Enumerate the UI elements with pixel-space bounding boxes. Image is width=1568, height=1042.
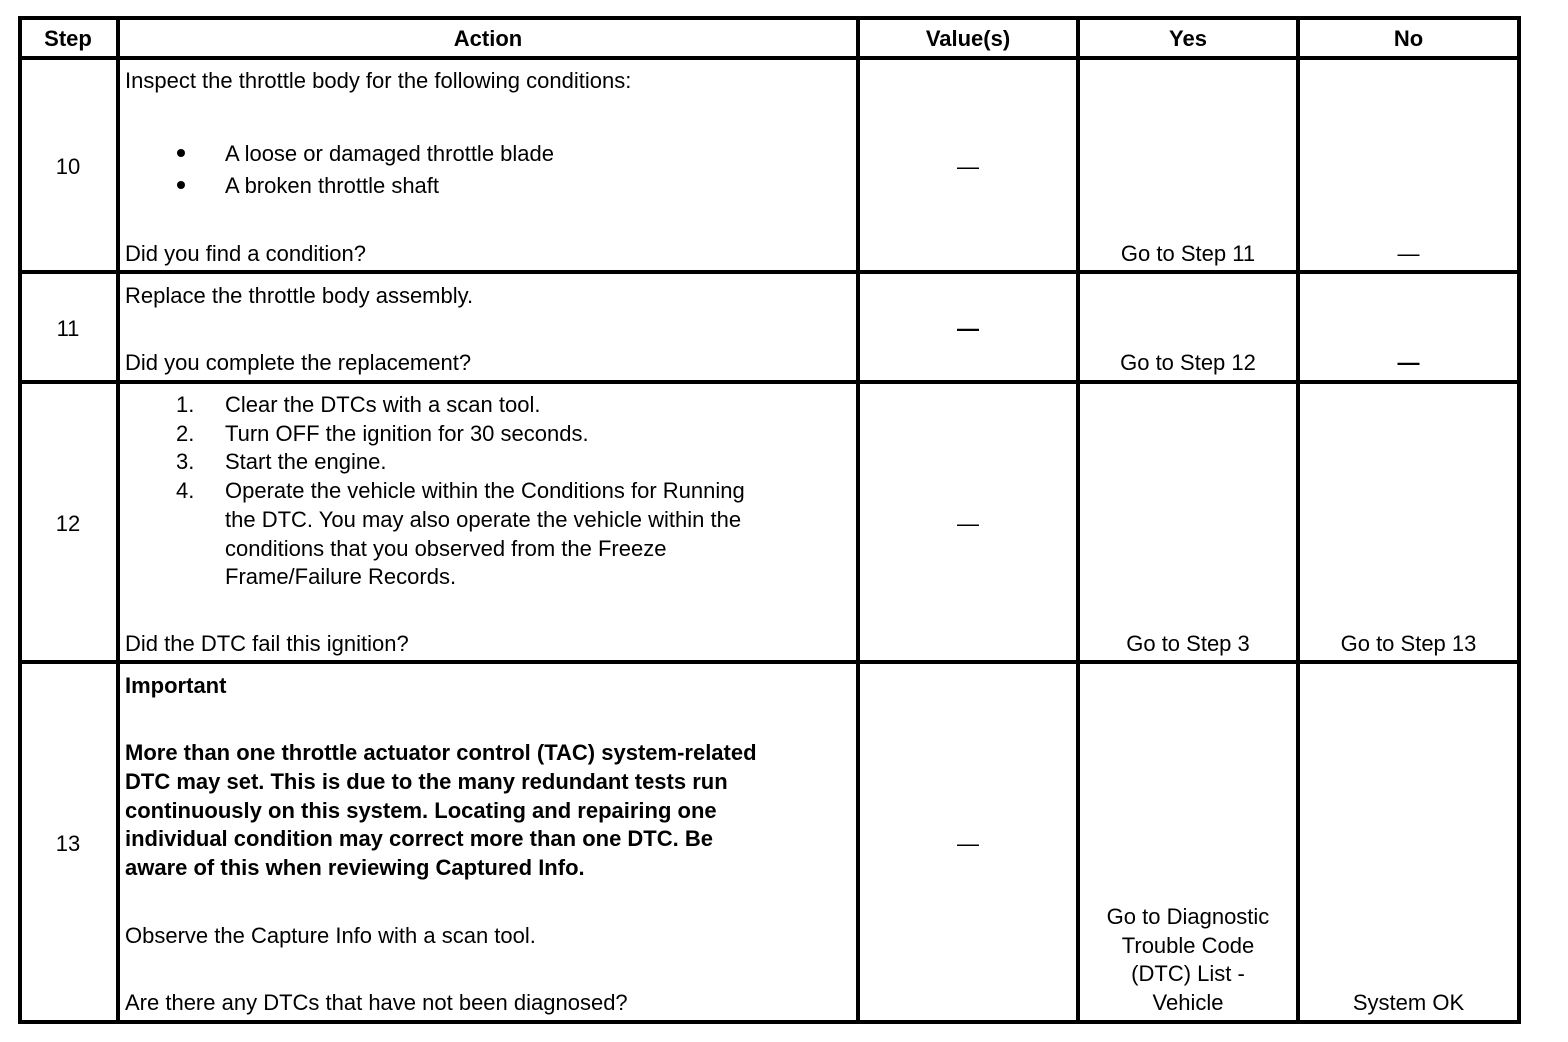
important-text: More than one throttle actuator control (TAC) system-related <box>125 740 757 765</box>
header-yes: Yes <box>1169 26 1207 51</box>
list-number: 4. <box>176 478 195 503</box>
action-question: Are there any DTCs that have not been diagnosed? <box>125 990 628 1015</box>
yes-cell: Go to Step 3 <box>1126 631 1250 656</box>
action-question: Did you complete the replacement? <box>125 350 472 375</box>
header-values: Value(s) <box>925 26 1011 51</box>
yes-cell: Vehicle <box>1152 990 1224 1015</box>
no-cell: — <box>1397 241 1420 266</box>
list-number: 2. <box>176 421 195 446</box>
list-item: Frame/Failure Records. <box>225 564 457 589</box>
step-number: 10 <box>55 154 81 179</box>
action-question: Did the DTC fail this ignition? <box>125 631 409 656</box>
list-item: Clear the DTCs with a scan tool. <box>225 392 541 417</box>
no-cell: — <box>1397 350 1420 375</box>
list-item: Start the engine. <box>225 449 387 474</box>
list-item: Operate the vehicle within the Conditions for Running <box>225 478 745 503</box>
yes-cell: Go to Step 11 <box>1120 241 1256 266</box>
header-no: No <box>1393 26 1424 51</box>
value-cell: — <box>957 154 979 179</box>
important-text: continuously on this system. Locating and repairing one <box>125 798 717 823</box>
action-intro: Replace the throttle body assembly. <box>125 283 474 308</box>
list-number: 1. <box>176 392 195 417</box>
action-intro: Inspect the throttle body for the following conditions: <box>125 68 632 93</box>
important-text: DTC may set. This is due to the many redundant tests run <box>125 769 728 794</box>
value-cell: — <box>957 316 979 341</box>
list-number: 3. <box>176 449 195 474</box>
no-cell: System OK <box>1352 990 1465 1015</box>
column-divider <box>1296 16 1300 1024</box>
important-title: Important <box>125 673 227 698</box>
bullet-icon <box>177 149 185 157</box>
no-cell: Go to Step 13 <box>1340 631 1477 656</box>
yes-cell: Go to Diagnostic <box>1106 904 1270 929</box>
list-item: Turn OFF the ignition for 30 seconds. <box>225 421 589 446</box>
step-number: 12 <box>55 511 81 536</box>
column-divider <box>1076 16 1080 1024</box>
yes-cell: (DTC) List - <box>1131 961 1245 986</box>
step-number: 11 <box>56 316 80 341</box>
list-item: conditions that you observed from the Freeze <box>225 536 667 561</box>
header-step: Step <box>44 26 92 51</box>
important-text: aware of this when reviewing Captured Info. <box>125 855 585 880</box>
yes-cell: Trouble Code <box>1121 933 1255 958</box>
header-action: Action <box>453 26 523 51</box>
step-number: 13 <box>55 831 81 856</box>
table-border-right <box>1517 16 1521 1024</box>
important-text: individual condition may correct more than one DTC. Be <box>125 826 713 851</box>
bullet-icon <box>177 181 185 189</box>
yes-cell: Go to Step 12 <box>1120 350 1256 375</box>
action-instruction: Observe the Capture Info with a scan tool. <box>125 923 536 948</box>
value-cell: — <box>957 831 979 856</box>
column-divider <box>116 16 120 1024</box>
list-item: the DTC. You may also operate the vehicle within the <box>225 507 742 532</box>
action-bullet: A broken throttle shaft <box>225 173 440 198</box>
action-bullet: A loose or damaged throttle blade <box>225 141 555 166</box>
action-question: Did you find a condition? <box>125 241 366 266</box>
value-cell: — <box>957 511 979 536</box>
